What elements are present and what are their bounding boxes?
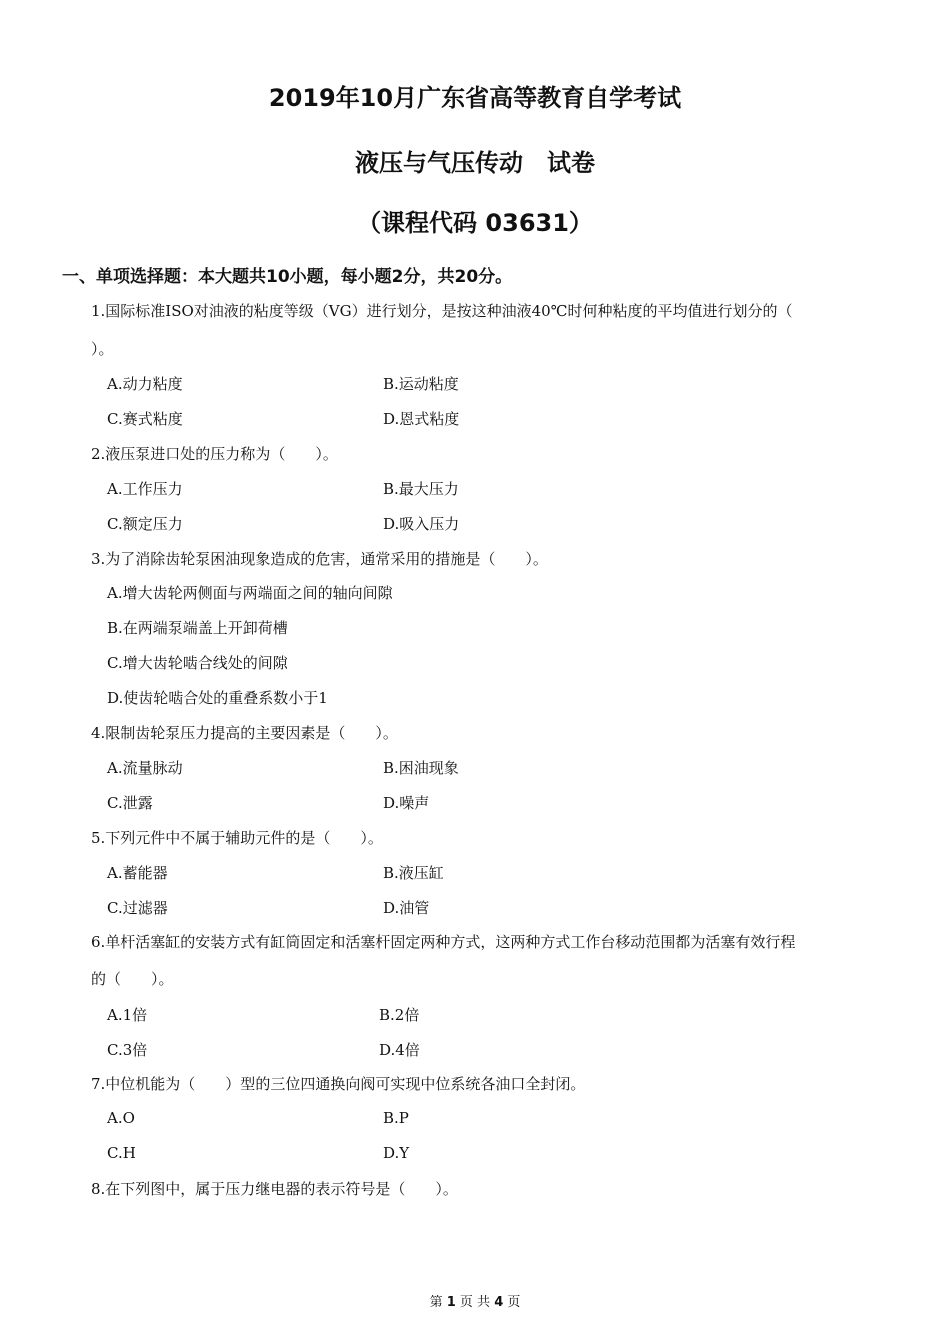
question-4-option-b: B.困油现象 — [383, 759, 459, 777]
question-6-option-d: D.4倍 — [379, 1041, 420, 1059]
question-2-option-c: C.额定压力 — [107, 515, 183, 533]
question-1-stem: 1.国际标准ISO对油液的粘度等级（VG）进行划分，是按这种油液40℃时何种粘度的平均值进行划分的（ — [91, 302, 793, 320]
question-4-stem: 4.限制齿轮泵压力提高的主要因素是（ ）。 — [91, 724, 398, 742]
footer-suffix: 页 — [507, 1295, 521, 1310]
question-7-option-c: C.H — [107, 1144, 136, 1162]
question-8-stem: 8.在下列图中，属于压力继电器的表示符号是（ ）。 — [91, 1180, 458, 1198]
question-5-option-b: B.液压缸 — [383, 864, 444, 882]
question-1-option-b: B.运动粘度 — [383, 375, 459, 393]
exam-title: 2019年10月广东省高等教育自学考试 — [268, 84, 682, 112]
question-2-option-d: D.吸入压力 — [383, 515, 460, 533]
question-2-stem: 2.液压泵进口处的压力称为（ ）。 — [91, 445, 338, 463]
question-7-option-d: D.Y — [383, 1144, 410, 1162]
question-5-option-d: D.油管 — [383, 899, 430, 917]
question-1-option-c: C.赛式粘度 — [107, 410, 183, 428]
question-7-option-b: B.P — [383, 1109, 409, 1127]
question-6-option-c: C.3倍 — [107, 1041, 148, 1059]
question-7-stem: 7.中位机能为（ ）型的三位四通换向阀可实现中位系统各油口全封闭。 — [91, 1075, 586, 1093]
question-4-option-d: D.噪声 — [383, 794, 430, 812]
question-5-option-c: C.过滤器 — [107, 899, 168, 917]
question-1-stem-cont: ）。 — [91, 340, 114, 358]
question-4-option-c: C.泄露 — [107, 794, 153, 812]
question-6-stem: 6.单杆活塞缸的安装方式有缸筒固定和活塞杆固定两种方式，这两种方式工作台移动范围都为活塞有效行程 — [91, 933, 796, 951]
footer-page-number: 1 — [446, 1295, 456, 1310]
footer-mid: 页 共 — [459, 1295, 491, 1310]
question-5-stem: 5.下列元件中不属于辅助元件的是（ ）。 — [91, 829, 383, 847]
question-6-option-a: A.1倍 — [107, 1006, 148, 1024]
section-heading: 一、单项选择题：本大题共10小题，每小题2分，共20分。 — [62, 267, 513, 287]
question-2-option-a: A.工作压力 — [107, 480, 183, 498]
question-2-option-b: B.最大压力 — [383, 480, 459, 498]
question-3-option-b: B.在两端泵端盖上开卸荷槽 — [107, 619, 288, 637]
exam-subject: 液压与气压传动 试卷 — [355, 149, 595, 177]
question-3-option-c: C.增大齿轮啮合线处的间隙 — [107, 654, 288, 672]
question-7-option-a: A.O — [107, 1109, 135, 1127]
footer-prefix: 第 — [429, 1295, 443, 1310]
question-1-option-d: D.恩式粘度 — [383, 410, 460, 428]
question-3-option-d: D.使齿轮啮合处的重叠系数小于1 — [107, 689, 328, 707]
question-3-option-a: A.增大齿轮两侧面与两端面之间的轴向间隙 — [107, 584, 393, 602]
question-4-option-a: A.流量脉动 — [107, 759, 183, 777]
page-footer — [0, 1291, 950, 1310]
question-5-option-a: A.蓄能器 — [107, 864, 168, 882]
footer-total-pages: 4 — [494, 1295, 504, 1310]
course-code: （课程代码 03631） — [357, 209, 593, 237]
question-6-option-b: B.2倍 — [379, 1006, 420, 1024]
question-3-stem: 3.为了消除齿轮泵困油现象造成的危害，通常采用的措施是（ ）。 — [91, 550, 548, 568]
question-1-option-a: A.动力粘度 — [107, 375, 183, 393]
question-6-stem-cont: 的（ ）。 — [91, 970, 174, 988]
